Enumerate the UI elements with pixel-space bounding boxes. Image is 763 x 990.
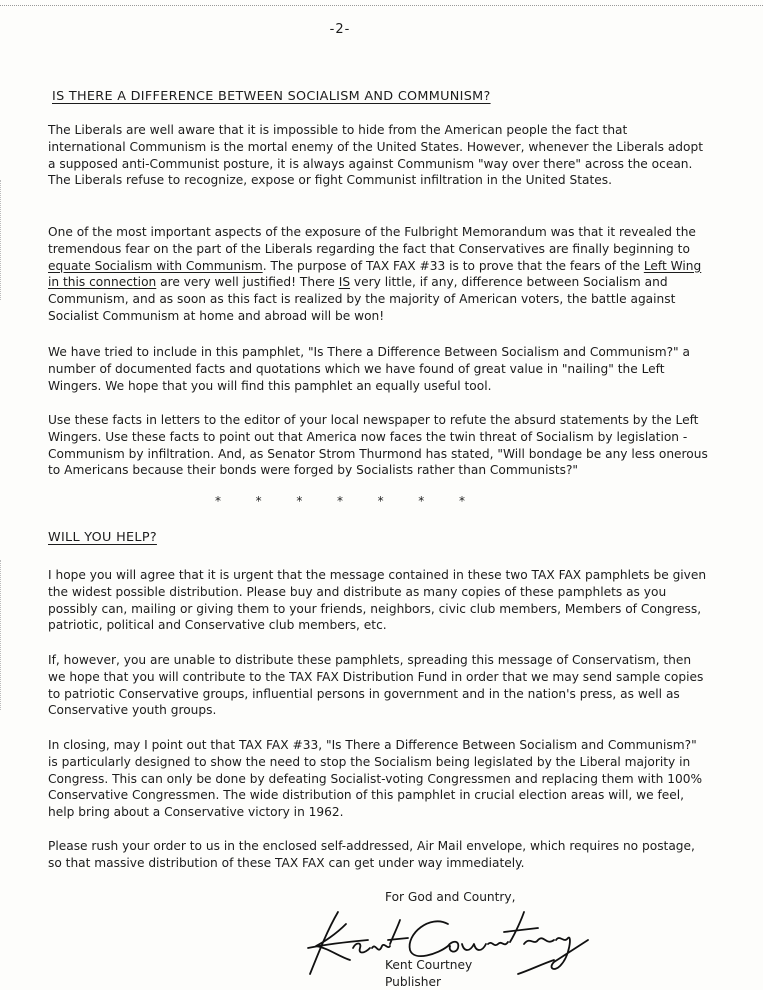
paragraph <box>48 567 708 634</box>
divider-star: * <box>377 494 384 508</box>
divider-star: * <box>215 494 221 508</box>
paragraph <box>48 412 708 479</box>
paragraph-text: Please rush your order to us in the enclosed self-addressed, Air Mail envelope, which requires no postage, so that massive distribution of these TAX FAX can get under way immediately. <box>48 839 695 870</box>
section-heading-socialism-communism: IS THERE A DIFFERENCE BETWEEN SOCIALISM AND COMMUNISM? <box>52 89 491 104</box>
paragraph-text: If, however, you are unable to distribute these pamphlets, spreading this message of Conservatism, then we hope that you will contribute to the TAX FAX Distribution Fund in order that we may send sample copies to patriotic Conservative groups, influential persons in government and in the nation's press, as well as Conservative youth groups. <box>48 653 704 718</box>
closing-salutation: For God and Country, <box>385 890 516 904</box>
signer-name: Kent Courtney <box>385 958 473 972</box>
paragraph <box>48 838 708 872</box>
divider-star: * <box>418 494 425 508</box>
divider-star: * <box>296 494 303 508</box>
paragraph-text: Use these facts in letters to the editor of your local newspaper to refute the absurd statements by the Left Wingers. Use these facts to point out that America now faces the twin threat of Socialism by legislation - Communism by infiltration. And, as Senator Strom Thurmond has stated, "Will bondage be any less onerous to Americans because their bonds were forged by Socialists rather than Communists?" <box>48 413 708 478</box>
divider-star: * <box>458 494 465 508</box>
paragraph-text: We have tried to include in this pamphlet, "Is There a Difference Between Socialism and Communism?" a number of documented facts and quotations which we have found of great value in "nailing" the Left Wingers. We hope that you will find this pamphlet an equally useful tool. <box>48 345 691 393</box>
paragraph <box>48 737 708 821</box>
handwritten-signature <box>298 904 598 988</box>
divider-star: * <box>255 494 262 508</box>
paragraph <box>48 224 708 325</box>
margin-mark <box>0 180 5 300</box>
underlined-phrase: equate Socialism with Communism <box>48 258 263 273</box>
paragraph <box>48 652 708 719</box>
signer-title: Publisher <box>385 975 441 989</box>
section-divider <box>215 494 465 508</box>
divider-star: * <box>336 494 343 508</box>
underlined-phrase: IS <box>338 275 351 290</box>
paragraph-text: The Liberals are well aware that it is impossible to hide from the American people the fact that international Communism is the mortal enemy of the United States. However, whenever the Liberals adopt a supposed anti-Communist posture, it is always against Communism "way over there" across the ocean. The Liberals refuse to recognize, expose or fight Communist infiltration in the United States. <box>48 123 703 188</box>
paragraph <box>48 122 708 189</box>
page-number: -2- <box>329 22 351 37</box>
paragraph-text: One of the most important aspects of the exposure of the Fulbright Memorandum was that it revealed the tremendous fear on the part of the Liberals regarding the fact that Conservatives are finally beginning to equate Socialism with Communism. The purpose of TAX FAX #33 is to prove that the fears of the Left Wing in this connection are very well justified! There IS very little, if any, difference between Socialism and Communism, and as soon as this fact is realized by the majority of American voters, the battle against Socialist Communism at home and abroad will be won! <box>48 225 702 323</box>
paragraph <box>48 344 708 394</box>
section-heading-will-you-help: WILL YOU HELP? <box>48 530 157 545</box>
margin-mark <box>0 560 5 710</box>
paragraph-text: In closing, may I point out that TAX FAX #33, "Is There a Difference Between Socialism and Communism?" is particularly designed to show the need to stop the Socialism being legislated by the Liberal majority in Congress. This can only be done by defeating Socialist-voting Congressmen and replacing them with 100% Conservative Congressmen. The wide distribution of this pamphlet in crucial election areas will, we feel, help bring about a Conservative victory in 1962. <box>48 738 703 820</box>
paragraph-text: I hope you will agree that it is urgent that the message contained in these two TAX FAX pamphlets be given the widest possible distribution. Please buy and distribute as many copies of these pamphlets as you possibly can, mailing or giving them to your friends, neighbors, civic club members, Members of Congress, patriotic, political and Conservative club members, etc. <box>48 568 707 633</box>
underlined-phrase: Left Wing in this connection <box>48 258 702 290</box>
top-edge-rule <box>0 0 763 6</box>
